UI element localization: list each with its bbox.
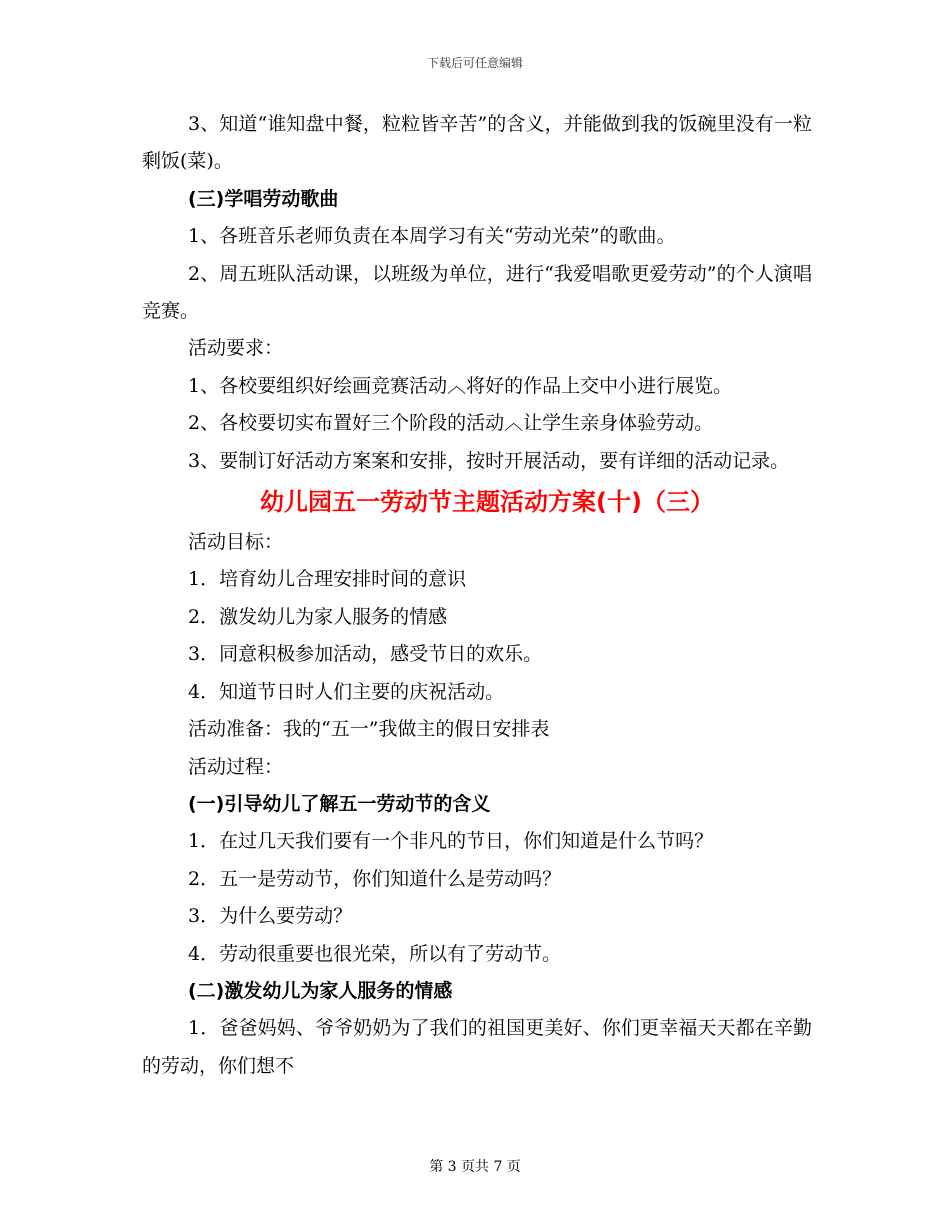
paragraph: 活动要求：: [188, 337, 284, 360]
paragraph: 活动准备：我的“五一”我做主的假日安排表: [188, 718, 550, 741]
paragraph: 活动目标：: [188, 531, 284, 554]
page-header: 下载后可任意编辑: [426, 56, 523, 70]
paragraph: 4．劳动很重要也很光荣，所以有了劳动节。: [188, 942, 562, 965]
paragraph: 3、要制订好活动方案案和安排，按时开展活动，要有详细的活动记录。: [188, 449, 790, 472]
paragraph: 2．激发幼儿为家人服务的情感: [188, 605, 448, 628]
section-heading: (一)引导幼儿了解五一劳动节的含义: [188, 792, 491, 815]
paragraph: 3、知道“谁知盘中餐，粒粒皆辛苦”的含义，并能做到我的饭碗里没有一粒剩饭(菜)。: [142, 113, 812, 173]
paragraph: 1．在过几天我们要有一个非凡的节日，你们知道是什么节吗？: [188, 830, 714, 853]
paragraph: 2、周五班队活动课，以班级为单位，进行“我爱唱歌更爱劳动”的个人演唱竞赛。: [142, 262, 812, 323]
page-footer: 第 3 页共 7 页: [429, 1159, 521, 1175]
paragraph: 3．同意积极参加活动，感受节日的欢乐。: [188, 643, 543, 666]
paragraph: 3．为什么要劳动？: [188, 905, 353, 928]
paragraph: 2．五一是劳动节，你们知道什么是劳动吗？: [188, 867, 562, 890]
section-heading: (二)激发幼儿为家人服务的情感: [188, 979, 453, 1002]
document-title: 幼儿园五一劳动节主题活动方案(十)（三）: [260, 488, 714, 517]
paragraph: 1．培育幼儿合理安排时间的意识: [188, 568, 467, 591]
paragraph: 1、各校要组织好绘画竞赛活动︿将好的作品上交中小进行展览。: [188, 374, 733, 397]
paragraph: 4．知道节日时人们主要的庆祝活动。: [188, 680, 505, 703]
document-body: [142, 106, 812, 1085]
paragraph: 1．爸爸妈妈、爷爷奶奶为了我们的祖国更美好、你们更幸福天天都在辛勤的劳动，你们想不: [142, 1017, 812, 1077]
paragraph: 2、各校要切实布置好三个阶段的活动︿让学生亲身体验劳动。: [188, 412, 714, 435]
paragraph: 活动过程：: [188, 755, 284, 778]
section-heading: (三)学唱劳动歌曲: [188, 187, 339, 210]
paragraph: 1、各班音乐老师负责在本周学习有关“劳动光荣”的歌曲。: [188, 225, 676, 248]
